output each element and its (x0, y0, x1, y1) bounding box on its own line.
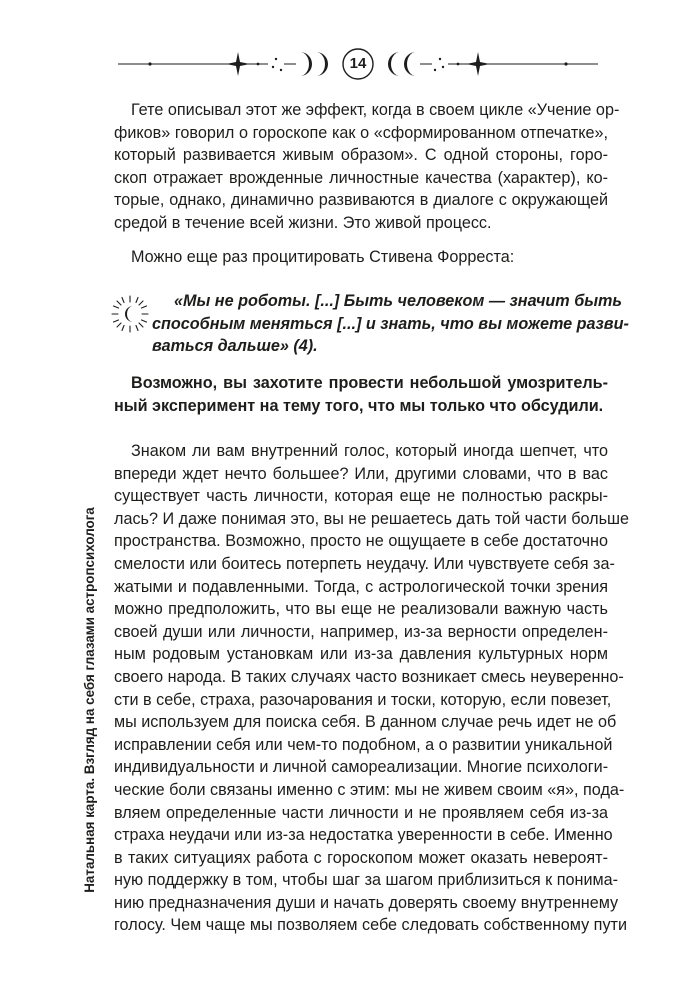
text-line: ную поддержку в том, чтобы шаг за шагом приблизиться к понима- (114, 871, 619, 890)
sun-moon-icon (110, 294, 150, 334)
paragraph-1 (114, 99, 620, 235)
quote (152, 290, 629, 358)
text-line: своей души или личности, например, из-за верности определен- (114, 622, 608, 641)
text-line: своего народа. В таких случаях часто возникает смесь неуверенно- (114, 667, 624, 686)
text-line: страха неудачи или из-за недостатка уверенности в себе. Именно (114, 826, 613, 845)
quote-line: способным меняться [...] и знать, что вы можете разви- (152, 314, 629, 333)
text-line: голосу. Чем чаще мы позволяем себе следовать собственному пути (114, 916, 627, 935)
text-line: мы используем для поиска себя. В данном случае речь идет не об (114, 713, 617, 732)
text-line: исправлении себя или чем-то подобном, а о развитии уникальной (114, 735, 613, 754)
text-line: ческие боли связаны именно с этим: мы не живем своим «я», пода- (114, 780, 625, 799)
page-header (0, 46, 682, 82)
paragraph-2 (114, 246, 608, 269)
text-line: вляем определенные части личности и не проявляем себя из-за (114, 803, 608, 822)
text-line: торые, однако, динамично развиваются в диалоге с окружающей (114, 191, 608, 210)
text-line: средой в течение всей жизни. Это живой процесс. (114, 213, 492, 232)
text-line: смелости или боитесь потерпеть неудачу. Или чувствуете себя за- (114, 554, 615, 573)
text-line: лась? И даже понимая это, вы не решаетесь дать той части больше (114, 509, 630, 528)
text-line: Знаком ли вам внутренний голос, который иногда шепчет, что (131, 442, 608, 460)
bold-heading (114, 372, 608, 418)
text-line: в таких ситуациях работа с гороскопом может оказать невероят- (114, 848, 608, 867)
text-line: существует часть личности, которая еще не полностью раскры- (114, 487, 608, 506)
text-line: ным родовым установкам или из-за давления культурных норм (114, 645, 608, 664)
running-title-text: Натальная карта. Взгляд на себя глазами астропсихолога (82, 507, 97, 893)
heading-line: ный эксперимент на тему того, что мы только что обсудили. (114, 397, 604, 415)
text-line: скоп отражает врожденные личностные качества (характер), ко- (114, 168, 608, 187)
text-line: впереди ждет нечто большее? Или, другими словами, что в вас (114, 464, 608, 483)
paragraph-3 (114, 440, 630, 937)
text-line: который развивается живым образом». С одной стороны, горо- (114, 146, 608, 165)
text-line: пространства. Возможно, просто не ощущаете в себе достаточно (114, 532, 608, 551)
quote-line: ваться дальше» (4). (152, 337, 318, 356)
text-line: нию предназначения души и начать доверять своему внутреннему (114, 893, 619, 912)
heading-line: Возможно, вы захотите провести небольшой умозритель- (131, 374, 608, 392)
page-number: 14 (349, 55, 367, 72)
text-line: Гете описывал этот же эффект, когда в своем цикле «Учение ор- (131, 101, 620, 119)
text-line: Можно еще раз процитировать Стивена Форреста: (131, 248, 515, 266)
text-line: жатыми и подавленными. Тогда, с астрологической точки зрения (114, 577, 608, 596)
text-line: фиков» говорил о гороскопе как о «сформированном отпечатке», (114, 123, 608, 142)
quote-line: «Мы не роботы. [...] Быть человеком — значит быть (174, 292, 623, 310)
text-line: сти в себе, страха, разочарования и тоски, которую, если повезет, (114, 690, 612, 709)
text-line: можно предположить, что вы еще не реализовали важную часть (114, 600, 608, 619)
text-line: индивидуальности и личной самореализации. Многие психологи- (114, 758, 609, 777)
running-title (79, 490, 101, 910)
